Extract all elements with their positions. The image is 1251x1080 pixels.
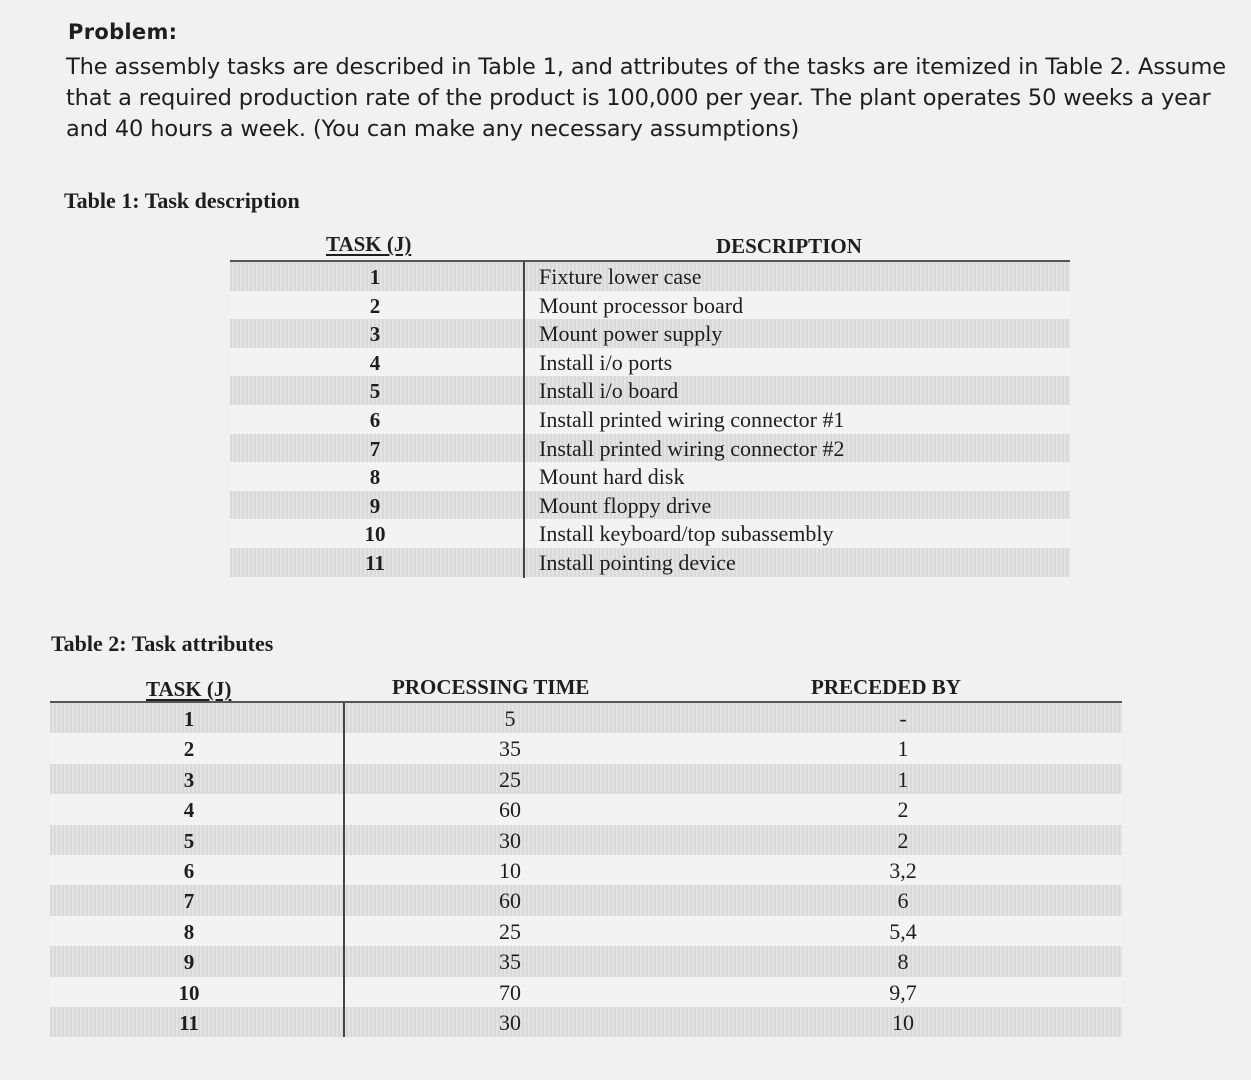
task-description-table <box>230 232 1070 582</box>
preceded-by-cell: 3,2 <box>889 858 917 883</box>
task-number-cell: 9 <box>369 493 381 518</box>
preceded-by-cell: 5,4 <box>889 918 917 944</box>
task-number-cell: 7 <box>369 436 381 461</box>
preceded-by-cell: 1 <box>897 736 909 762</box>
task-description-cell: Install i/o board <box>539 378 679 404</box>
preceded-by-cell: 10 <box>892 1010 914 1035</box>
task-number-cell: 2 <box>183 737 195 762</box>
task-number-cell: 8 <box>183 919 195 944</box>
processing-time-cell: 5 <box>504 706 516 731</box>
table-row <box>230 262 1070 291</box>
preceded-by-cell: - <box>899 706 907 731</box>
table-row <box>50 946 1122 976</box>
task-number-cell: 3 <box>183 767 195 792</box>
task-description-cell: Mount floppy drive <box>539 492 712 518</box>
task-number-cell: 4 <box>369 350 381 375</box>
table-row <box>230 319 1070 348</box>
task-number-cell: 6 <box>369 408 381 432</box>
task-description-cell: Install i/o ports <box>539 349 673 375</box>
table-row <box>50 885 1122 915</box>
table-row <box>230 548 1070 577</box>
table-row <box>50 733 1122 763</box>
problem-text: The assembly tasks are described in Table 1, and attributes of the tasks are itemized in Table 2. Assume that a required production rate of the product is 100,000 per year. The plant operates 50 weeks a year and 40 hours a week. (You can make any necessary assumptions) <box>66 54 1226 142</box>
table1-header-description: DESCRIPTION <box>716 234 862 258</box>
table-row <box>50 764 1122 794</box>
task-number-cell: 2 <box>369 293 381 318</box>
task-number-cell: 7 <box>183 889 195 914</box>
task-description-cell: Install printed wiring connector #1 <box>539 407 845 432</box>
task-attributes-table <box>50 675 1122 1040</box>
table-row <box>230 434 1070 463</box>
processing-time-cell: 25 <box>499 918 521 944</box>
task-number-cell: 1 <box>183 707 195 731</box>
task-number-cell: 9 <box>183 950 195 975</box>
table-row <box>230 291 1070 320</box>
table-row <box>230 462 1070 491</box>
table-row <box>230 491 1070 520</box>
table-row <box>230 348 1070 377</box>
table-row <box>230 405 1070 434</box>
processing-time-cell: 30 <box>499 1010 521 1035</box>
task-number-cell: 1 <box>369 265 381 289</box>
task-number-cell: 5 <box>369 379 381 404</box>
processing-time-cell: 35 <box>499 949 521 975</box>
table-row <box>50 855 1122 885</box>
preceded-by-cell: 8 <box>897 949 909 975</box>
table1-header-task: TASK (J) <box>326 232 412 256</box>
table-row <box>50 916 1122 946</box>
table1-column-divider <box>523 262 525 578</box>
task-number-cell: 10 <box>178 980 200 1005</box>
processing-time-cell: 25 <box>499 766 521 792</box>
table2-header-processing-time: PROCESSING TIME <box>392 675 590 699</box>
processing-time-cell: 60 <box>499 888 521 914</box>
task-number-cell: 8 <box>369 465 381 490</box>
table-row <box>50 794 1122 824</box>
task-number-cell: 11 <box>179 1011 199 1035</box>
table-row <box>230 376 1070 405</box>
table2-caption: Table 2: Task attributes <box>51 631 274 656</box>
preceded-by-cell: 6 <box>897 888 909 914</box>
task-number-cell: 3 <box>369 322 381 347</box>
table1-caption: Table 1: Task description <box>64 188 300 213</box>
task-number-cell: 11 <box>365 551 385 575</box>
preceded-by-cell: 2 <box>897 797 909 823</box>
task-description-cell: Fixture lower case <box>539 264 702 289</box>
task-description-cell: Mount power supply <box>539 321 723 347</box>
task-description-cell: Install pointing device <box>539 550 736 575</box>
preceded-by-cell: 9,7 <box>889 979 917 1005</box>
table2-header-preceded-by: PRECEDED BY <box>811 675 961 699</box>
preceded-by-cell: 2 <box>897 827 909 853</box>
processing-time-cell: 35 <box>499 736 521 762</box>
task-number-cell: 4 <box>183 798 195 823</box>
table-row <box>50 977 1122 1007</box>
task-description-cell: Install printed wiring connector #2 <box>539 435 845 461</box>
table-row <box>230 519 1070 548</box>
task-description-cell: Mount processor board <box>539 292 744 318</box>
table2-column-divider <box>343 703 345 1037</box>
table2-header-task: TASK (J) <box>146 677 232 701</box>
processing-time-cell: 30 <box>499 827 521 853</box>
table-row <box>50 703 1122 733</box>
task-number-cell: 10 <box>364 522 386 547</box>
processing-time-cell: 60 <box>499 797 521 823</box>
task-number-cell: 5 <box>183 828 195 853</box>
processing-time-cell: 10 <box>499 858 521 883</box>
table-row <box>50 1007 1122 1037</box>
task-description-cell: Mount hard disk <box>539 464 685 490</box>
problem-heading: Problem: <box>68 20 178 44</box>
task-number-cell: 6 <box>183 859 195 883</box>
processing-time-cell: 70 <box>499 979 521 1005</box>
task-description-cell: Install keyboard/top subassembly <box>539 521 834 547</box>
table1-body <box>230 262 1070 580</box>
preceded-by-cell: 1 <box>897 766 909 792</box>
table2-body <box>50 703 1122 1040</box>
table-row <box>50 825 1122 855</box>
